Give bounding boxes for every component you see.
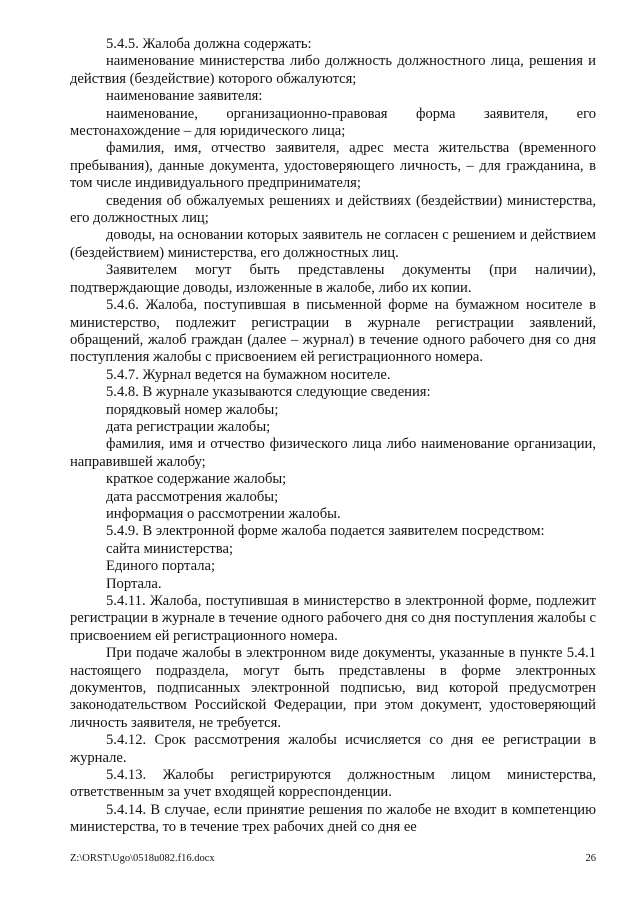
document-body <box>70 36 596 837</box>
paragraph: Единого портала; <box>106 558 216 575</box>
paragraph: фамилия, имя и отчество физического лица либо наименование организации, направившей жалобу; <box>70 436 596 470</box>
footer-file-path: Z:\ORST\Ugo\0518u082.f16.docx <box>70 853 215 864</box>
paragraph: дата регистрации жалобы; <box>106 418 271 435</box>
paragraph: сайта министерства; <box>106 540 234 557</box>
paragraph: порядковый номер жалобы; <box>106 401 279 418</box>
paragraph: доводы, на основании которых заявитель не согласен с решением и действием (бездействием) министерства, его должностных лиц. <box>70 227 596 261</box>
paragraph: 5.4.14. В случае, если принятие решения по жалобе не входит в компетенцию министерства, то в течение трех рабочих дней со дня ее <box>70 801 596 836</box>
paragraph: 5.4.6. Жалоба, поступившая в письменной форме на бумажном носителе в министерство, подлежит регистрации в журнале регистрации заявлений, обращений, жалоб граждан (далее – журнал) в течение одного рабочего дня со дня поступления жалобы с присвоением ей регистрационного номера. <box>70 297 596 366</box>
paragraph: Заявителем могут быть представлены документы (при наличии), подтверждающие доводы, изложенные в жалобе, либо их копии. <box>70 262 596 296</box>
footer-page-number: 26 <box>585 853 596 864</box>
paragraph: дата рассмотрения жалобы; <box>106 488 279 505</box>
paragraph: наименование, организационно-правовая форма заявителя, его местонахождение – для юридического лица; <box>70 105 596 140</box>
paragraph: 5.4.7. Журнал ведется на бумажном носителе. <box>106 366 391 383</box>
paragraph: наименование министерства либо должность должностного лица, решения и действия (бездействие) которого обжалуются; <box>70 53 596 87</box>
paragraph: наименование заявителя: <box>106 88 263 105</box>
paragraph: 5.4.8. В журнале указываются следующие сведения: <box>106 384 431 401</box>
paragraph: фамилия, имя, отчество заявителя, адрес места жительства (временного пребывания), данные документа, удостоверяющего личность, – для гражданина, в том числе индивидуального предпринимателя; <box>70 140 596 192</box>
paragraph: 5.4.12. Срок рассмотрения жалобы исчисляется со дня ее регистрации в журнале. <box>70 732 596 766</box>
paragraph: 5.4.13. Жалобы регистрируются должностным лицом министерства, ответственным за учет входящей корреспонденции. <box>70 767 596 801</box>
paragraph: информация о рассмотрении жалобы. <box>106 505 341 522</box>
paragraph: сведения об обжалуемых решениях и действиях (бездействии) министерства, его должностных лиц; <box>70 192 596 227</box>
paragraph: 5.4.9. В электронной форме жалоба подается заявителем посредством: <box>106 523 545 540</box>
paragraph: Портала. <box>106 575 162 592</box>
paragraph: краткое содержание жалобы; <box>106 471 287 488</box>
paragraph: 5.4.11. Жалоба, поступившая в министерство в электронной форме, подлежит регистрации в журнале в течение одного рабочего дня со дня поступления жалобы с присвоением ей регистрационного номера. <box>70 593 596 644</box>
paragraph: 5.4.5. Жалоба должна содержать: <box>106 36 312 52</box>
paragraph: При подаче жалобы в электронном виде документы, указанные в пункте 5.4.1 настоящего подраздела, могут быть представлены в форме электронных документов, подписанных электронной подписью, вид которой предусмотрен законодательством Российской Федерации, при этом документ, удостоверяющий личность заявителя, не требуется. <box>70 645 596 731</box>
